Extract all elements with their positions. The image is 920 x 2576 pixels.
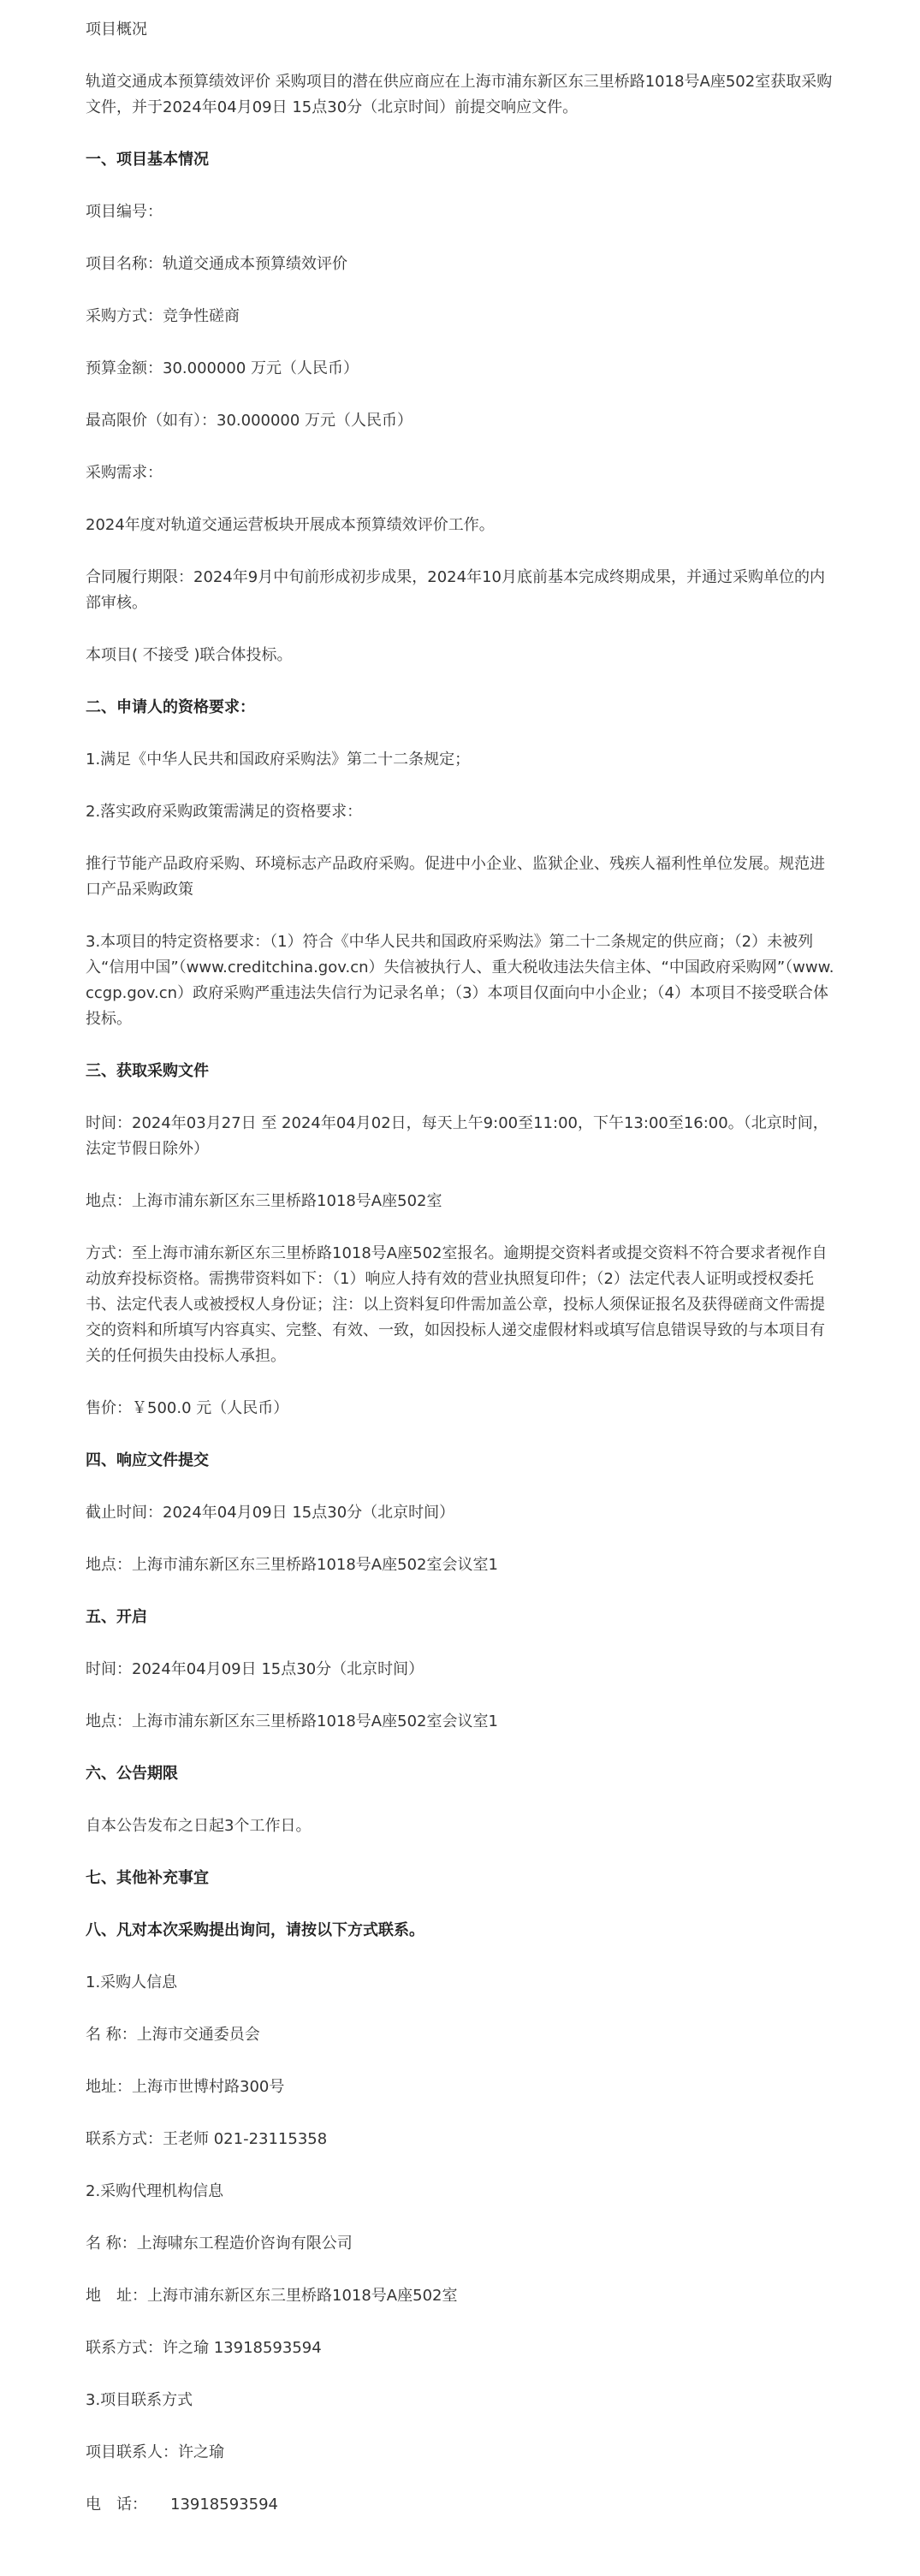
- paragraph: 电 话： 13918593594: [86, 2496, 278, 2514]
- paragraph: 2024年度对轨道交通运营板块开展成本预算绩效评价工作。: [86, 516, 495, 534]
- paragraph: 采购方式：竞争性磋商: [86, 307, 240, 325]
- paragraph: 联系方式：王老师 021-23115358: [86, 2130, 328, 2148]
- paragraph: 项目概况: [86, 21, 147, 39]
- paragraph: 截止时间：2024年04月09日 15点30分（北京时间）: [86, 1504, 455, 1522]
- paragraph: 预算金额：30.000000 万元（人民币）: [86, 359, 359, 377]
- paragraph: 最高限价（如有）：30.000000 万元（人民币）: [86, 412, 413, 430]
- paragraph: 采购需求：: [86, 464, 163, 482]
- paragraph: 地点：上海市浦东新区东三里桥路1018号A座502室会议室1: [86, 1556, 498, 1574]
- paragraph: 地址：上海市世博村路300号: [86, 2078, 285, 2096]
- paragraph: 项目名称：轨道交通成本预算绩效评价: [86, 255, 347, 273]
- paragraph: 3.本项目的特定资格要求：（1）符合《中华人民共和国政府采购法》第二十二条规定的供应商；（2）未被列入“信用中国”（www.creditchina.gov.cn）失信被执行人、重大税收违法失信主体、“中国政府采购网”（www.ccgp.gov.cn）政府采购严重违法失信行为记录名单；（3）本项目仅面向中小企业；（4）本项目不接受联合体投标。: [86, 933, 834, 1028]
- paragraph: 项目编号：: [86, 203, 163, 221]
- paragraph: 地点：上海市浦东新区东三里桥路1018号A座502室会议室1: [86, 1712, 498, 1730]
- paragraph: 自本公告发布之日起3个工作日。: [86, 1817, 312, 1835]
- paragraph: 合同履行期限：2024年9月中旬前形成初步成果，2024年10月底前基本完成终期成果，并通过采购单位的内部审核。: [86, 568, 825, 612]
- section-heading: 六、公告期限: [86, 1765, 178, 1783]
- paragraph: 时间：2024年04月09日 15点30分（北京时间）: [86, 1660, 424, 1678]
- announcement-document: [86, 17, 839, 2544]
- section-heading: 七、其他补充事宜: [86, 1869, 209, 1887]
- section-heading: 二、申请人的资格要求：: [86, 698, 255, 716]
- paragraph: 时间：2024年03月27日 至 2024年04月02日，每天上午9:00至11:00，下午13:00至16:00。（北京时间，法定节假日除外）: [86, 1114, 828, 1158]
- paragraph: 本项目( 不接受 )联合体投标。: [86, 646, 293, 664]
- paragraph: 2.采购代理机构信息: [86, 2182, 224, 2200]
- section-heading: 一、项目基本情况: [86, 151, 209, 169]
- paragraph: 售价：￥500.0 元（人民币）: [86, 1399, 289, 1417]
- section-heading: 三、获取采购文件: [86, 1062, 209, 1080]
- paragraph: 地 址：上海市浦东新区东三里桥路1018号A座502室: [86, 2287, 458, 2305]
- paragraph: 项目联系人：许之瑜: [86, 2443, 224, 2461]
- paragraph: 地点：上海市浦东新区东三里桥路1018号A座502室: [86, 1192, 442, 1210]
- paragraph: 方式：至上海市浦东新区东三里桥路1018号A座502室报名。逾期提交资料者或提交资料不符合要求者视作自动放弃投标资格。需携带资料如下：（1）响应人持有效的营业执照复印件；（2）法定代表人证明或授权委托书、法定代表人或被授权人身份证；注：以上资料复印件需加盖公章，投标人须保证报名及获得磋商文件需提交的资料和所填写内容真实、完整、有效、一致，如因投标人递交虚假材料或填写信息错误导致的与本项目有关的任何损失由投标人承担。: [86, 1244, 828, 1365]
- paragraph: 2.落实政府采购政策需满足的资格要求：: [86, 803, 363, 821]
- section-heading: 八、凡对本次采购提出询问，请按以下方式联系。: [86, 1921, 424, 1939]
- paragraph: 名 称：上海啸东工程造价咨询有限公司: [86, 2235, 353, 2253]
- paragraph: 名 称：上海市交通委员会: [86, 2026, 260, 2044]
- paragraph: 3.项目联系方式: [86, 2391, 193, 2409]
- paragraph: 轨道交通成本预算绩效评价 采购项目的潜在供应商应在上海市浦东新区东三里桥路1018号A座502室获取采购文件，并于2024年04月09日 15点30分（北京时间）前提交响应文件。: [86, 73, 833, 116]
- paragraph: 联系方式：许之瑜 13918593594: [86, 2339, 322, 2357]
- section-heading: 五、开启: [86, 1608, 147, 1626]
- section-heading: 四、响应文件提交: [86, 1451, 209, 1469]
- paragraph: 1.采购人信息: [86, 1974, 178, 1991]
- paragraph: 推行节能产品政府采购、环境标志产品政府采购。促进中小企业、监狱企业、残疾人福利性单位发展。规范进口产品采购政策: [86, 855, 825, 899]
- paragraph: 1.满足《中华人民共和国政府采购法》第二十二条规定；: [86, 751, 471, 769]
